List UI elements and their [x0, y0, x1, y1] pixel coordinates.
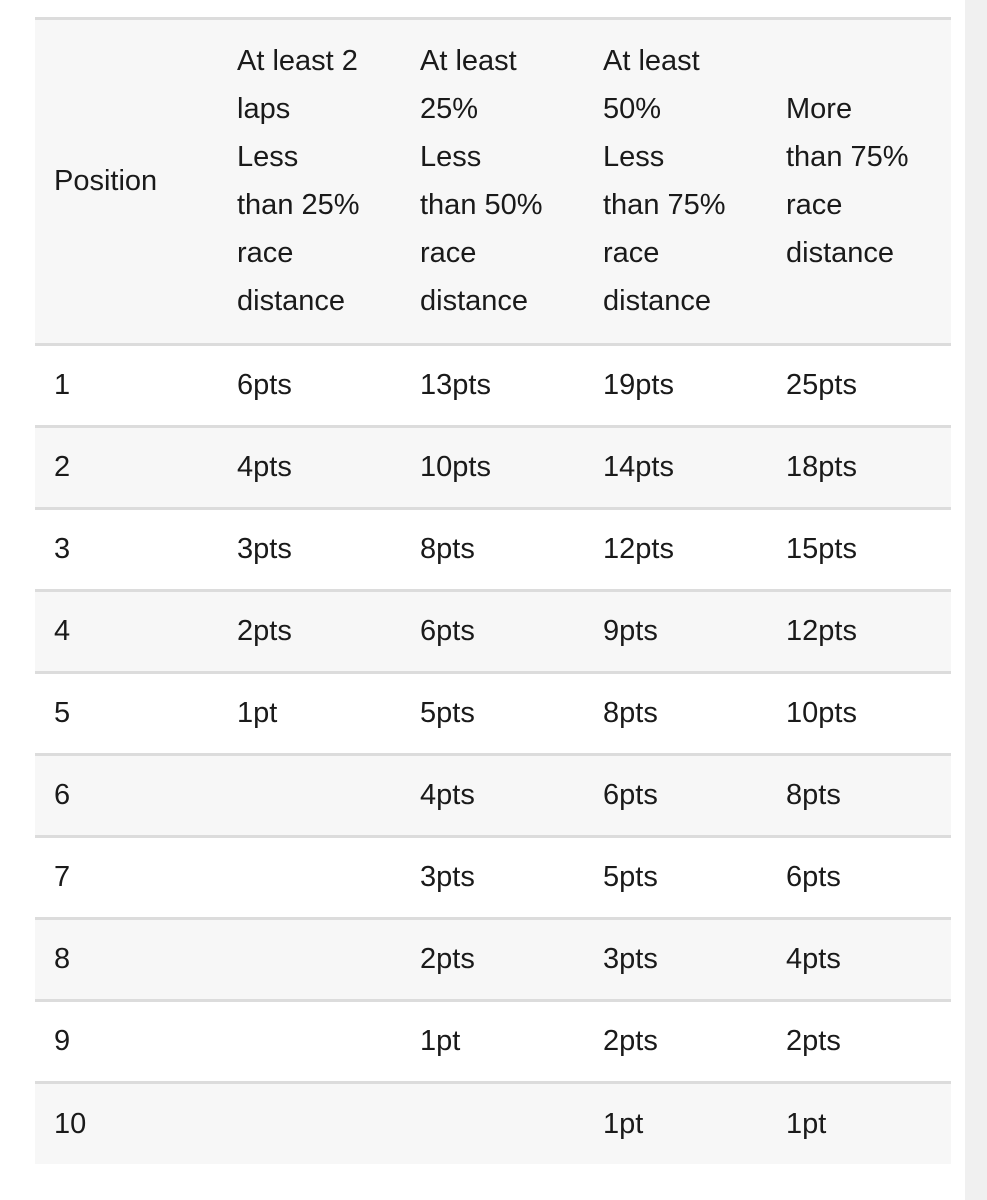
cell-position: 10: [54, 1107, 87, 1140]
cell-50-to-75-percent: 12pts: [584, 508, 767, 590]
cell-under-25-percent: [218, 836, 401, 918]
table-header-row: [35, 20, 951, 344]
cell-position: 9: [35, 1000, 218, 1082]
cell-position: 4: [35, 590, 218, 672]
cell-position: 3: [35, 508, 218, 590]
table-row: [35, 508, 951, 590]
cell-position: 8: [35, 918, 218, 1000]
cell-25-to-50-percent: 5pts: [401, 672, 584, 754]
cell-25-to-50-percent: 2pts: [401, 918, 584, 1000]
cell-under-25-percent: [218, 918, 401, 1000]
cell-25-to-50-percent: 1pt: [401, 1000, 584, 1082]
header-50-to-75-percent: At least 50% Less than 75% race distance: [584, 20, 767, 344]
cell-over-75-percent: 15pts: [767, 508, 951, 590]
cell-50-to-75-percent: 1pt: [603, 1107, 644, 1140]
cell-50-to-75-percent: 2pts: [584, 1000, 767, 1082]
cell-position: 1: [35, 344, 218, 426]
cell-under-25-percent: 4pts: [218, 426, 401, 508]
header-position: Position: [35, 20, 218, 344]
table-body: [35, 344, 951, 1164]
cell-position: 2: [35, 426, 218, 508]
header-25-to-50-percent: At least 25% Less than 50% race distance: [401, 20, 584, 344]
cell-50-to-75-percent: 5pts: [584, 836, 767, 918]
points-table: [35, 20, 951, 1164]
cell-under-25-percent: 6pts: [218, 344, 401, 426]
cell-over-75-percent: 25pts: [767, 344, 951, 426]
cell-position: 5: [35, 672, 218, 754]
cell-25-to-50-percent: 13pts: [401, 344, 584, 426]
cell-25-to-50-percent: [401, 1082, 584, 1164]
table-row: [35, 672, 951, 754]
cell-25-to-50-percent: 3pts: [401, 836, 584, 918]
cell-50-to-75-percent: 8pts: [584, 672, 767, 754]
table-row: [35, 590, 951, 672]
table-row: [35, 426, 951, 508]
cell-under-25-percent: [218, 754, 401, 836]
cell-over-75-percent: 1pt: [786, 1107, 827, 1140]
cell-position: 7: [35, 836, 218, 918]
table-row: [35, 754, 951, 836]
cell-over-75-percent: 6pts: [767, 836, 951, 918]
cell-over-75-percent: 12pts: [767, 590, 951, 672]
table-row: [35, 918, 951, 1000]
top-divider: [35, 0, 951, 20]
scrollbar[interactable]: [965, 0, 987, 1200]
header-over-75-percent: More than 75% race distance: [767, 20, 951, 344]
cell-over-75-percent: 18pts: [767, 426, 951, 508]
cell-under-25-percent: [218, 1000, 401, 1082]
table-row: [35, 836, 951, 918]
cell-under-25-percent: [218, 1082, 401, 1164]
cell-over-75-percent: 4pts: [767, 918, 951, 1000]
header-under-25-percent: At least 2 laps Less than 25% race distance: [218, 20, 401, 344]
cell-over-75-percent: 2pts: [767, 1000, 951, 1082]
cell-position: 6: [35, 754, 218, 836]
cell-50-to-75-percent: 3pts: [584, 918, 767, 1000]
cell-25-to-50-percent: 10pts: [401, 426, 584, 508]
cell-50-to-75-percent: 14pts: [584, 426, 767, 508]
table-row: [35, 1000, 951, 1082]
cell-over-75-percent: 10pts: [767, 672, 951, 754]
table-row: [35, 1082, 951, 1164]
cell-25-to-50-percent: 6pts: [401, 590, 584, 672]
table-row: [35, 344, 951, 426]
cell-50-to-75-percent: 9pts: [584, 590, 767, 672]
cell-25-to-50-percent: 4pts: [401, 754, 584, 836]
cell-under-25-percent: 1pt: [218, 672, 401, 754]
cell-50-to-75-percent: 6pts: [584, 754, 767, 836]
cell-under-25-percent: 2pts: [218, 590, 401, 672]
cell-50-to-75-percent: 19pts: [584, 344, 767, 426]
cell-over-75-percent: 8pts: [767, 754, 951, 836]
cell-under-25-percent: 3pts: [218, 508, 401, 590]
cell-25-to-50-percent: 8pts: [401, 508, 584, 590]
points-table-container: [35, 0, 951, 1164]
